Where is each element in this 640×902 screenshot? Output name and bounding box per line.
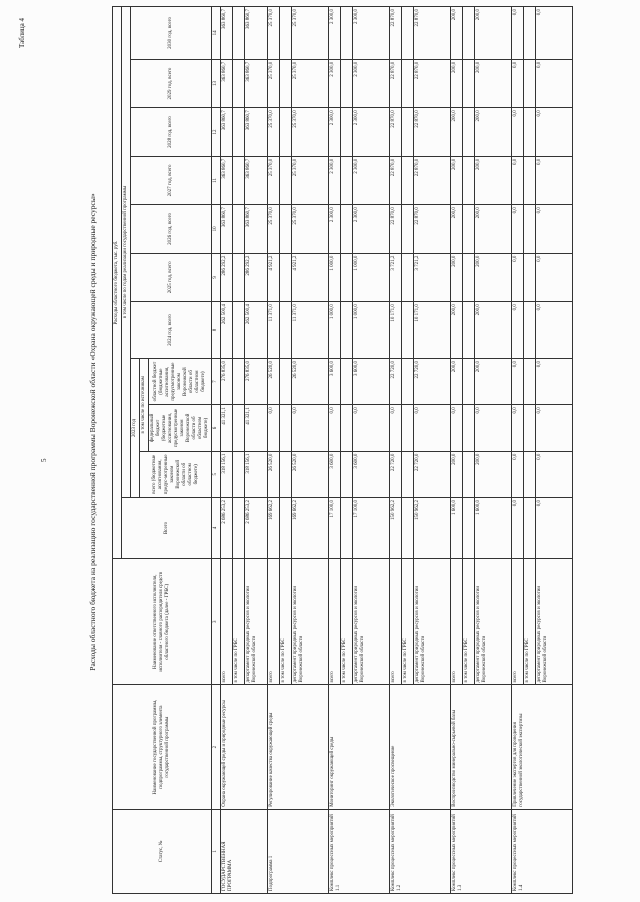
value-cell: 4 921,2 xyxy=(292,253,329,301)
value-cell: 25 370,0 xyxy=(292,59,329,107)
value-cell: 22 720,0 xyxy=(390,358,402,404)
value-cell: 22 720,0 xyxy=(414,358,451,404)
value-cell: 200,0 xyxy=(475,108,512,156)
value-cell: 200,0 xyxy=(475,59,512,107)
value-cell: 4 921,2 xyxy=(268,253,280,301)
value-cell: 2 300,0 xyxy=(353,7,390,60)
column-number: 12 xyxy=(212,108,221,156)
row-status: ГОСУДАРСТВЕННАЯ ПРОГРАММА xyxy=(221,809,268,893)
table-row xyxy=(221,7,233,894)
value-cell: 0,0 xyxy=(329,405,341,451)
value-cell xyxy=(402,205,414,253)
value-cell: 2 686 253,2 xyxy=(245,497,268,558)
value-cell: 25 370,0 xyxy=(292,7,329,60)
row-name: Экологическое просвещение xyxy=(390,685,451,809)
value-cell xyxy=(524,451,536,497)
value-cell xyxy=(341,302,353,359)
value-cell: 41 321,1 xyxy=(221,405,233,451)
value-cell xyxy=(233,302,245,359)
value-cell: 276 835,0 xyxy=(245,358,268,404)
value-cell: 363 860,7 xyxy=(221,59,233,107)
value-cell xyxy=(280,59,292,107)
row-name: Мониторинг окружающей среды xyxy=(329,685,390,809)
header-2029: 2029 год, всего xyxy=(131,59,212,107)
column-number: 7 xyxy=(212,358,221,404)
value-cell: 2 300,0 xyxy=(329,108,341,156)
header-status: Статус, № xyxy=(113,809,212,893)
value-cell xyxy=(463,497,475,558)
value-cell: 1 000,0 xyxy=(329,253,341,301)
value-cell: 200,0 xyxy=(451,253,463,301)
row-responsible: всего xyxy=(329,559,341,685)
value-cell: 2 300,0 xyxy=(329,156,341,204)
header-expenses-subgroup: в том числе по годам реализации государственной программы xyxy=(122,7,131,498)
row-responsible: в том числе по ГРБС xyxy=(233,559,245,685)
value-cell xyxy=(341,358,353,404)
row-responsible: департамент природных ресурсов и экологии Воронежской области xyxy=(245,559,268,685)
value-cell: 11 371,0 xyxy=(268,302,280,359)
row-responsible: в том числе по ГРБС xyxy=(280,559,292,685)
value-cell: 25 370,0 xyxy=(292,205,329,253)
value-cell: 0,0 xyxy=(512,497,524,558)
value-cell: 200,0 xyxy=(451,7,463,60)
value-cell: 200,0 xyxy=(475,302,512,359)
value-cell: 200,0 xyxy=(451,108,463,156)
value-cell: 0,0 xyxy=(512,59,524,107)
value-cell: 318 156,1 xyxy=(245,451,268,497)
column-number: 11 xyxy=(212,156,221,204)
value-cell xyxy=(233,497,245,558)
value-cell xyxy=(280,497,292,558)
table-row xyxy=(512,7,524,894)
column-number: 5 xyxy=(212,451,221,497)
row-status: Комплекс процессных мероприятий 1.1 xyxy=(329,809,390,893)
table-row xyxy=(268,7,280,894)
value-cell xyxy=(233,205,245,253)
header-name: Наименование государственной программы, подпрограммы, структурного элемента государственной программы xyxy=(113,685,212,809)
value-cell: 200,0 xyxy=(475,7,512,60)
value-cell: 1 000,0 xyxy=(329,302,341,359)
value-cell: 22 870,0 xyxy=(390,108,402,156)
value-cell xyxy=(463,156,475,204)
value-cell: 0,0 xyxy=(536,302,573,359)
value-cell xyxy=(280,205,292,253)
value-cell: 0,0 xyxy=(512,405,524,451)
value-cell: 2 300,0 xyxy=(329,59,341,107)
value-cell xyxy=(402,302,414,359)
value-cell: 200,0 xyxy=(451,59,463,107)
value-cell xyxy=(233,253,245,301)
value-cell xyxy=(233,7,245,60)
value-cell xyxy=(402,405,414,451)
column-number: 9 xyxy=(212,253,221,301)
value-cell xyxy=(280,451,292,497)
value-cell: 22 870,0 xyxy=(414,108,451,156)
value-cell xyxy=(463,302,475,359)
value-cell: 262 500,4 xyxy=(245,302,268,359)
value-cell: 363 860,7 xyxy=(245,156,268,204)
value-cell: 22 870,0 xyxy=(414,205,451,253)
value-cell xyxy=(233,156,245,204)
value-cell: 22 870,0 xyxy=(390,7,402,60)
value-cell: 1 600,0 xyxy=(475,497,512,558)
column-number: 6 xyxy=(212,405,221,451)
value-cell: 0,0 xyxy=(536,108,573,156)
value-cell: 363 860,7 xyxy=(221,7,233,60)
value-cell xyxy=(524,497,536,558)
row-name: Воспроизводство минерально-сырьевой базы xyxy=(451,685,512,809)
column-number: 1 xyxy=(212,809,221,893)
value-cell xyxy=(280,302,292,359)
value-cell xyxy=(341,497,353,558)
column-number: 3 xyxy=(212,559,221,685)
value-cell: 200,0 xyxy=(475,358,512,404)
header-sources: в том числе по источникам xyxy=(140,358,149,451)
value-cell: 22 870,0 xyxy=(390,205,402,253)
row-responsible: в том числе по ГРБС xyxy=(463,559,475,685)
value-cell: 41 321,1 xyxy=(245,405,268,451)
row-responsible: департамент природных ресурсов и экологии Воронежской области xyxy=(353,559,390,685)
header-responsible: Наименование ответственного исполнителя, исполнителя - главного распорядителя средств областного бюджета (далее - ГРБС) xyxy=(113,559,212,685)
value-cell: 26 520,0 xyxy=(268,358,280,404)
value-cell: 3 600,0 xyxy=(329,451,341,497)
value-cell: 0,0 xyxy=(512,358,524,404)
header-expenses-group: Расходы областного бюджета, тыс. руб. xyxy=(113,7,122,559)
value-cell: 363 860,7 xyxy=(245,108,268,156)
value-cell: 0,0 xyxy=(512,205,524,253)
column-number: 13 xyxy=(212,59,221,107)
value-cell xyxy=(524,205,536,253)
row-name: Охрана окружающей среды и природные ресурсы xyxy=(221,685,268,809)
value-cell: 262 500,4 xyxy=(221,302,233,359)
value-cell xyxy=(524,108,536,156)
value-cell xyxy=(524,156,536,204)
value-cell: 0,0 xyxy=(536,253,573,301)
value-cell xyxy=(233,59,245,107)
value-cell xyxy=(402,497,414,558)
row-responsible: всего xyxy=(512,559,524,685)
value-cell xyxy=(402,451,414,497)
header-regional: областной бюджет (бюджетные ассигнования, предусмотренные законом Воронежской области об областном бюджете) xyxy=(149,358,212,404)
expenses-table xyxy=(112,6,573,894)
value-cell xyxy=(280,405,292,451)
value-cell xyxy=(280,358,292,404)
header-2025: 2025 год, всего xyxy=(131,253,212,301)
value-cell xyxy=(233,405,245,451)
value-cell: 0,0 xyxy=(390,405,402,451)
value-cell: 363 860,7 xyxy=(221,108,233,156)
value-cell: 0,0 xyxy=(536,358,573,404)
value-cell xyxy=(233,358,245,404)
value-cell: 2 300,0 xyxy=(329,205,341,253)
value-cell xyxy=(463,253,475,301)
value-cell: 25 370,0 xyxy=(268,59,280,107)
value-cell: 0,0 xyxy=(536,156,573,204)
value-cell: 363 860,7 xyxy=(221,156,233,204)
value-cell: 11 371,0 xyxy=(292,302,329,359)
header-total: Всего xyxy=(122,497,212,558)
value-cell: 0,0 xyxy=(512,108,524,156)
document-title: Расходы областного бюджета на реализацию государственной программы Воронежской области «Охрана окружающей среды и природные ресурсы» xyxy=(88,193,97,671)
row-status: Подпрограмма 1 xyxy=(268,809,329,893)
value-cell xyxy=(341,59,353,107)
row-status: Комплекс процессных мероприятий 1.4 xyxy=(512,809,573,893)
value-cell: 363 860,7 xyxy=(245,7,268,60)
value-cell: 2 300,0 xyxy=(353,59,390,107)
value-cell: 2 300,0 xyxy=(329,7,341,60)
value-cell xyxy=(280,108,292,156)
row-responsible: всего xyxy=(451,559,463,685)
header-2030: 2030 год, всего xyxy=(131,7,212,60)
value-cell: 1 000,0 xyxy=(353,302,390,359)
row-responsible: всего xyxy=(268,559,280,685)
row-name: Привлечение экспертов для проведения государственной экологической экспертизы xyxy=(512,685,573,809)
value-cell: 22 720,0 xyxy=(390,451,402,497)
value-cell: 17 100,0 xyxy=(329,497,341,558)
value-cell: 200,0 xyxy=(475,205,512,253)
value-cell: 363 860,7 xyxy=(245,205,268,253)
value-cell: 0,0 xyxy=(536,497,573,558)
value-cell: 0,0 xyxy=(475,405,512,451)
value-cell: 0,0 xyxy=(536,59,573,107)
value-cell: 0,0 xyxy=(512,451,524,497)
header-2027: 2027 год, всего xyxy=(131,156,212,204)
value-cell: 2 300,0 xyxy=(353,205,390,253)
value-cell: 200,0 xyxy=(475,451,512,497)
value-cell: 1 600,0 xyxy=(451,497,463,558)
value-cell: 10 171,0 xyxy=(390,302,402,359)
value-cell: 150 962,2 xyxy=(414,497,451,558)
row-responsible: департамент природных ресурсов и экологии Воронежской области xyxy=(292,559,329,685)
row-responsible: в том числе по ГРБС xyxy=(524,559,536,685)
value-cell: 0,0 xyxy=(512,253,524,301)
value-cell: 25 370,0 xyxy=(268,156,280,204)
value-cell xyxy=(341,405,353,451)
value-cell: 200,0 xyxy=(475,253,512,301)
value-cell xyxy=(524,405,536,451)
value-cell: 286 292,2 xyxy=(245,253,268,301)
value-cell xyxy=(341,253,353,301)
value-cell xyxy=(341,451,353,497)
row-responsible: всего xyxy=(221,559,233,685)
value-cell xyxy=(341,156,353,204)
value-cell: 2 300,0 xyxy=(353,108,390,156)
value-cell: 26 520,0 xyxy=(292,358,329,404)
value-cell xyxy=(402,59,414,107)
value-cell: 200,0 xyxy=(451,205,463,253)
value-cell: 22 870,0 xyxy=(390,156,402,204)
value-cell: 200,0 xyxy=(451,302,463,359)
value-cell: 3 600,0 xyxy=(329,358,341,404)
value-cell xyxy=(524,59,536,107)
header-2024: 2024 год, всего xyxy=(131,302,212,359)
value-cell: 26 520,0 xyxy=(292,451,329,497)
header-2028: 2028 год, всего xyxy=(131,108,212,156)
column-number: 2 xyxy=(212,685,221,809)
value-cell xyxy=(280,156,292,204)
value-cell: 2 300,0 xyxy=(353,156,390,204)
value-cell xyxy=(463,405,475,451)
value-cell xyxy=(524,358,536,404)
value-cell xyxy=(463,108,475,156)
value-cell: 3 600,0 xyxy=(353,451,390,497)
column-number: 10 xyxy=(212,205,221,253)
row-status: Комплекс процессных мероприятий 1.3 xyxy=(451,809,512,893)
header-federal: федеральный бюджет (бюджетные ассигнования, предусмотренные законом Воронежской области об областном бюджете) xyxy=(149,405,212,451)
value-cell: 0,0 xyxy=(292,405,329,451)
value-cell: 0,0 xyxy=(512,302,524,359)
value-cell: 276 835,0 xyxy=(221,358,233,404)
value-cell xyxy=(524,253,536,301)
value-cell xyxy=(402,156,414,204)
value-cell: 25 370,0 xyxy=(268,108,280,156)
value-cell xyxy=(341,108,353,156)
value-cell: 200,0 xyxy=(451,358,463,404)
value-cell xyxy=(463,451,475,497)
value-cell: 200,0 xyxy=(475,156,512,204)
value-cell: 169 662,2 xyxy=(268,497,280,558)
value-cell: 200,0 xyxy=(451,156,463,204)
row-responsible: департамент природных ресурсов и экологии Воронежской области xyxy=(475,559,512,685)
value-cell xyxy=(463,205,475,253)
value-cell xyxy=(524,7,536,60)
value-cell: 0,0 xyxy=(536,7,573,60)
value-cell: 0,0 xyxy=(512,156,524,204)
value-cell: 0,0 xyxy=(451,405,463,451)
value-cell: 0,0 xyxy=(353,405,390,451)
row-responsible: департамент природных ресурсов и экологии Воронежской области xyxy=(536,559,573,685)
value-cell: 25 370,0 xyxy=(292,108,329,156)
row-status: Комплекс процессных мероприятий 1.2 xyxy=(390,809,451,893)
value-cell xyxy=(463,358,475,404)
value-cell xyxy=(402,253,414,301)
value-cell xyxy=(341,7,353,60)
column-number: 8 xyxy=(212,302,221,359)
value-cell: 0,0 xyxy=(512,7,524,60)
value-cell: 3 600,0 xyxy=(353,358,390,404)
value-cell: 0,0 xyxy=(414,405,451,451)
value-cell: 0,0 xyxy=(536,205,573,253)
page-number: 5 xyxy=(40,458,48,462)
value-cell xyxy=(402,108,414,156)
value-cell xyxy=(402,358,414,404)
value-cell: 0,0 xyxy=(536,405,573,451)
value-cell: 22 870,0 xyxy=(414,59,451,107)
value-cell: 0,0 xyxy=(536,451,573,497)
value-cell xyxy=(524,302,536,359)
value-cell: 200,0 xyxy=(451,451,463,497)
value-cell: 22 720,0 xyxy=(414,451,451,497)
header-2026: 2026 год, всего xyxy=(131,205,212,253)
table-label: Таблица 4 xyxy=(18,18,26,48)
row-responsible: в том числе по ГРБС xyxy=(402,559,414,685)
header-year-2023: 2023 год xyxy=(131,358,140,497)
value-cell: 22 870,0 xyxy=(390,59,402,107)
row-responsible: в том числе по ГРБС xyxy=(341,559,353,685)
value-cell: 25 370,0 xyxy=(292,156,329,204)
value-cell: 2 686 253,2 xyxy=(221,497,233,558)
row-name: Регулирование качества окружающей среды xyxy=(268,685,329,809)
table-row xyxy=(390,7,402,894)
row-responsible: всего xyxy=(390,559,402,685)
value-cell: 3 721,2 xyxy=(390,253,402,301)
value-cell: 25 370,0 xyxy=(268,205,280,253)
value-cell xyxy=(463,59,475,107)
value-cell: 0,0 xyxy=(268,405,280,451)
header-2023-total: всего (бюджетные ассигнования, предус-мотренные законом Воронежской области об областном бюджете) xyxy=(140,451,212,497)
value-cell: 22 870,0 xyxy=(414,156,451,204)
value-cell: 318 156,1 xyxy=(221,451,233,497)
table-row xyxy=(329,7,341,894)
value-cell xyxy=(402,7,414,60)
value-cell: 3 721,2 xyxy=(414,253,451,301)
table-body xyxy=(221,7,573,894)
value-cell: 363 860,7 xyxy=(221,205,233,253)
row-responsible: департамент природных ресурсов и экологии Воронежской области xyxy=(414,559,451,685)
value-cell xyxy=(233,451,245,497)
value-cell: 25 370,0 xyxy=(268,7,280,60)
value-cell xyxy=(280,7,292,60)
column-number: 14 xyxy=(212,7,221,60)
value-cell: 1 000,0 xyxy=(353,253,390,301)
value-cell: 10 171,0 xyxy=(414,302,451,359)
value-cell xyxy=(463,7,475,60)
value-cell: 169 662,2 xyxy=(292,497,329,558)
value-cell: 17 100,0 xyxy=(353,497,390,558)
value-cell xyxy=(280,253,292,301)
value-cell: 363 860,7 xyxy=(245,59,268,107)
value-cell xyxy=(233,108,245,156)
value-cell: 26 520,0 xyxy=(268,451,280,497)
value-cell xyxy=(341,205,353,253)
value-cell: 286 292,2 xyxy=(221,253,233,301)
value-cell: 22 870,0 xyxy=(414,7,451,60)
value-cell: 150 962,2 xyxy=(390,497,402,558)
table-row xyxy=(451,7,463,894)
column-number: 4 xyxy=(212,497,221,558)
